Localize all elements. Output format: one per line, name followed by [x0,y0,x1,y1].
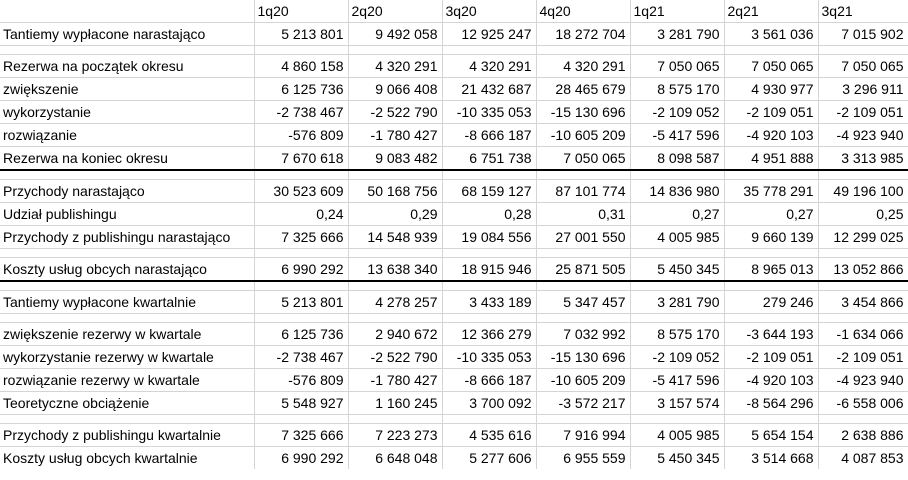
row-label-przychody-narastajaco[interactable]: Przychody narastająco [0,180,254,203]
cell-empty[interactable] [724,415,818,424]
cell-koszty-narastajaco-1q21[interactable]: 5 450 345 [630,258,724,282]
cell-udzial-publishingu-1q20[interactable]: 0,24 [254,203,348,226]
cell-empty[interactable] [536,249,630,258]
row-tantiemy-narastajaco [0,23,908,46]
cell-empty[interactable] [442,249,536,258]
row-label-udzial-publishingu[interactable]: Udział publishingu [0,203,254,226]
cell-koszty-kwartalnie-1q20[interactable]: 6 990 292 [254,447,348,470]
cell-tantiemy-narastajaco-3q21[interactable]: 7 015 902 [818,23,908,46]
cell-przychody-publishing-narastajaco-4q20[interactable]: 27 001 550 [536,226,630,249]
cell-rezerwa-koniec-1q20[interactable]: 7 670 618 [254,147,348,171]
cell-zwiekszenie-1q20[interactable]: 6 125 736 [254,78,348,101]
spacer-row [0,314,908,323]
cell-rezerwa-koniec-4q20[interactable]: 7 050 065 [536,147,630,171]
cell-teoretyczne-obciazenie-1q21[interactable]: 3 157 574 [630,392,724,415]
cell-rezerwa-poczatek-2q21[interactable]: 7 050 065 [724,55,818,78]
row-udzial-publishingu [0,203,908,226]
cell-empty[interactable] [630,281,724,291]
cell-empty[interactable] [724,170,818,180]
cell-przychody-publishing-kwartalnie-1q21[interactable]: 4 005 985 [630,424,724,447]
cell-rezerwa-poczatek-1q21[interactable]: 7 050 065 [630,55,724,78]
row-label-koszty-narastajaco[interactable]: Koszty usług obcych narastająco [0,258,254,282]
cell-rezerwa-koniec-2q20[interactable]: 9 083 482 [348,147,442,171]
cell-przychody-narastajaco-1q20[interactable]: 30 523 609 [254,180,348,203]
cell-rozwiazanie-kwartal-2q21[interactable]: -4 920 103 [724,369,818,392]
cell-zwiekszenie-kwartal-2q21[interactable]: -3 644 193 [724,323,818,346]
cell-rezerwa-koniec-3q20[interactable]: 6 751 738 [442,147,536,171]
cell-wykorzystanie-kwartal-3q20[interactable]: -10 335 053 [442,346,536,369]
cell-empty[interactable] [630,415,724,424]
row-rozwiazanie [0,124,908,147]
cell-rezerwa-koniec-1q21[interactable]: 8 098 587 [630,147,724,171]
row-rezerwa-poczatek [0,55,908,78]
cell-przychody-publishing-narastajaco-1q21[interactable]: 4 005 985 [630,226,724,249]
cell-empty[interactable] [442,46,536,55]
cell-rezerwa-koniec-3q21[interactable]: 3 313 985 [818,147,908,171]
cell-tantiemy-kwartalnie-2q20[interactable]: 4 278 257 [348,291,442,314]
cell-wykorzystanie-2q21[interactable]: -2 109 051 [724,101,818,124]
cell-empty[interactable] [442,415,536,424]
row-koszty-kwartalnie [0,447,908,470]
cell-zwiekszenie-kwartal-2q20[interactable]: 2 940 672 [348,323,442,346]
cell-empty[interactable] [818,170,908,180]
column-header-2q21[interactable]: 2q21 [724,0,818,23]
cell-rozwiazanie-3q20[interactable]: -8 666 187 [442,124,536,147]
cell-teoretyczne-obciazenie-4q20[interactable]: -3 572 217 [536,392,630,415]
row-label-wykorzystanie-kwartal[interactable]: wykorzystanie rezerwy w kwartale [0,346,254,369]
cell-przychody-publishing-narastajaco-2q20[interactable]: 14 548 939 [348,226,442,249]
cell-empty[interactable] [0,249,254,258]
cell-tantiemy-narastajaco-1q20[interactable]: 5 213 801 [254,23,348,46]
cell-empty[interactable] [348,46,442,55]
cell-empty[interactable] [254,314,348,323]
cell-wykorzystanie-kwartal-1q20[interactable]: -2 738 467 [254,346,348,369]
cell-wykorzystanie-kwartal-2q20[interactable]: -2 522 790 [348,346,442,369]
column-header-3q20[interactable]: 3q20 [442,0,536,23]
row-label-rozwiazanie[interactable]: rozwiązanie [0,124,254,147]
cell-empty[interactable] [536,314,630,323]
cell-zwiekszenie-kwartal-4q20[interactable]: 7 032 992 [536,323,630,346]
cell-empty[interactable] [630,170,724,180]
cell-przychody-narastajaco-1q21[interactable]: 14 836 980 [630,180,724,203]
cell-przychody-publishing-kwartalnie-2q21[interactable]: 5 654 154 [724,424,818,447]
cell-rezerwa-poczatek-1q20[interactable]: 4 860 158 [254,55,348,78]
cell-zwiekszenie-2q20[interactable]: 9 066 408 [348,78,442,101]
cell-koszty-narastajaco-3q20[interactable]: 18 915 946 [442,258,536,282]
cell-rozwiazanie-kwartal-1q21[interactable]: -5 417 596 [630,369,724,392]
cell-rezerwa-koniec-2q21[interactable]: 4 951 888 [724,147,818,171]
cell-przychody-publishing-kwartalnie-3q21[interactable]: 2 638 886 [818,424,908,447]
cell-zwiekszenie-4q20[interactable]: 28 465 679 [536,78,630,101]
row-rozwiazanie-kwartal [0,369,908,392]
cell-empty[interactable] [0,170,254,180]
cell-empty[interactable] [442,170,536,180]
cell-empty[interactable] [348,281,442,291]
cell-empty[interactable] [348,170,442,180]
cell-rozwiazanie-1q20[interactable]: -576 809 [254,124,348,147]
row-przychody-narastajaco [0,180,908,203]
cell-empty[interactable] [818,249,908,258]
row-label-rozwiazanie-kwartal[interactable]: rozwiązanie rezerwy w kwartale [0,369,254,392]
cell-przychody-narastajaco-4q20[interactable]: 87 101 774 [536,180,630,203]
cell-tantiemy-narastajaco-1q21[interactable]: 3 281 790 [630,23,724,46]
cell-przychody-publishing-kwartalnie-3q20[interactable]: 4 535 616 [442,424,536,447]
cell-przychody-publishing-kwartalnie-2q20[interactable]: 7 223 273 [348,424,442,447]
cell-rozwiazanie-kwartal-4q20[interactable]: -10 605 209 [536,369,630,392]
cell-empty[interactable] [348,249,442,258]
cell-empty[interactable] [724,46,818,55]
section-divider-row [0,170,908,180]
cell-empty[interactable] [0,281,254,291]
header-row [0,0,908,23]
cell-zwiekszenie-1q21[interactable]: 8 575 170 [630,78,724,101]
cell-rozwiazanie-kwartal-1q20[interactable]: -576 809 [254,369,348,392]
spacer-row [0,46,908,55]
cell-przychody-narastajaco-3q20[interactable]: 68 159 127 [442,180,536,203]
row-rezerwa-koniec [0,147,908,171]
cell-empty[interactable] [818,281,908,291]
cell-tantiemy-narastajaco-3q20[interactable]: 12 925 247 [442,23,536,46]
cell-rozwiazanie-4q20[interactable]: -10 605 209 [536,124,630,147]
cell-teoretyczne-obciazenie-2q21[interactable]: -8 564 296 [724,392,818,415]
cell-wykorzystanie-kwartal-1q21[interactable]: -2 109 052 [630,346,724,369]
cell-empty[interactable] [348,314,442,323]
cell-tantiemy-kwartalnie-1q20[interactable]: 5 213 801 [254,291,348,314]
cell-udzial-publishingu-4q20[interactable]: 0,31 [536,203,630,226]
cell-empty[interactable] [0,0,254,23]
row-label-tantiemy-narastajaco[interactable]: Tantiemy wypłacone narastająco [0,23,254,46]
cell-tantiemy-narastajaco-4q20[interactable]: 18 272 704 [536,23,630,46]
cell-rozwiazanie-2q20[interactable]: -1 780 427 [348,124,442,147]
cell-tantiemy-kwartalnie-3q20[interactable]: 3 433 189 [442,291,536,314]
row-label-przychody-publishing-kwartalnie[interactable]: Przychody z publishingu kwartalnie [0,424,254,447]
cell-empty[interactable] [442,314,536,323]
row-tantiemy-kwartalnie [0,291,908,314]
cell-udzial-publishingu-2q21[interactable]: 0,27 [724,203,818,226]
row-label-koszty-kwartalnie[interactable]: Koszty usług obcych kwartalnie [0,447,254,470]
row-teoretyczne-obciazenie [0,392,908,415]
cell-rezerwa-poczatek-4q20[interactable]: 4 320 291 [536,55,630,78]
row-przychody-publishing-narastajaco [0,226,908,249]
cell-empty[interactable] [818,415,908,424]
cell-zwiekszenie-kwartal-3q20[interactable]: 12 366 279 [442,323,536,346]
cell-przychody-publishing-narastajaco-3q21[interactable]: 12 299 025 [818,226,908,249]
cell-koszty-kwartalnie-3q21[interactable]: 4 087 853 [818,447,908,470]
cell-wykorzystanie-1q21[interactable]: -2 109 052 [630,101,724,124]
cell-zwiekszenie-3q21[interactable]: 3 296 911 [818,78,908,101]
cell-empty[interactable] [630,314,724,323]
cell-wykorzystanie-kwartal-2q21[interactable]: -2 109 051 [724,346,818,369]
cell-tantiemy-kwartalnie-3q21[interactable]: 3 454 866 [818,291,908,314]
cell-empty[interactable] [254,281,348,291]
spacer-row [0,249,908,258]
cell-empty[interactable] [818,46,908,55]
cell-koszty-narastajaco-4q20[interactable]: 25 871 505 [536,258,630,282]
cell-przychody-publishing-narastajaco-2q21[interactable]: 9 660 139 [724,226,818,249]
cell-empty[interactable] [724,314,818,323]
cell-rezerwa-poczatek-3q21[interactable]: 7 050 065 [818,55,908,78]
cell-empty[interactable] [254,415,348,424]
cell-zwiekszenie-kwartal-1q20[interactable]: 6 125 736 [254,323,348,346]
cell-teoretyczne-obciazenie-3q20[interactable]: 3 700 092 [442,392,536,415]
cell-koszty-narastajaco-2q21[interactable]: 8 965 013 [724,258,818,282]
row-wykorzystanie-kwartal [0,346,908,369]
cell-rozwiazanie-2q21[interactable]: -4 920 103 [724,124,818,147]
cell-przychody-narastajaco-2q20[interactable]: 50 168 756 [348,180,442,203]
cell-empty[interactable] [254,46,348,55]
cell-udzial-publishingu-2q20[interactable]: 0,29 [348,203,442,226]
cell-wykorzystanie-2q20[interactable]: -2 522 790 [348,101,442,124]
cell-koszty-narastajaco-3q21[interactable]: 13 052 866 [818,258,908,282]
cell-empty[interactable] [630,249,724,258]
cell-tantiemy-narastajaco-2q20[interactable]: 9 492 058 [348,23,442,46]
cell-przychody-publishing-kwartalnie-4q20[interactable]: 7 916 994 [536,424,630,447]
cell-koszty-kwartalnie-4q20[interactable]: 6 955 559 [536,447,630,470]
cell-empty[interactable] [0,314,254,323]
cell-koszty-narastajaco-2q20[interactable]: 13 638 340 [348,258,442,282]
cell-rozwiazanie-3q21[interactable]: -4 923 940 [818,124,908,147]
cell-zwiekszenie-3q20[interactable]: 21 432 687 [442,78,536,101]
cell-empty[interactable] [0,415,254,424]
row-label-tantiemy-kwartalnie[interactable]: Tantiemy wypłacone kwartalnie [0,291,254,314]
cell-teoretyczne-obciazenie-2q20[interactable]: 1 160 245 [348,392,442,415]
cell-koszty-kwartalnie-2q20[interactable]: 6 648 048 [348,447,442,470]
spacer-row [0,415,908,424]
cell-wykorzystanie-3q21[interactable]: -2 109 051 [818,101,908,124]
cell-rozwiazanie-1q21[interactable]: -5 417 596 [630,124,724,147]
row-label-wykorzystanie[interactable]: wykorzystanie [0,101,254,124]
column-header-4q20[interactable]: 4q20 [536,0,630,23]
cell-tantiemy-kwartalnie-1q21[interactable]: 3 281 790 [630,291,724,314]
column-header-2q20[interactable]: 2q20 [348,0,442,23]
cell-koszty-kwartalnie-3q20[interactable]: 5 277 606 [442,447,536,470]
row-zwiekszenie [0,78,908,101]
cell-udzial-publishingu-3q21[interactable]: 0,25 [818,203,908,226]
row-label-przychody-publishing-narastajaco[interactable]: Przychody z publishingu narastająco [0,226,254,249]
cell-przychody-narastajaco-2q21[interactable]: 35 778 291 [724,180,818,203]
row-przychody-publishing-kwartalnie [0,424,908,447]
cell-tantiemy-narastajaco-2q21[interactable]: 3 561 036 [724,23,818,46]
row-wykorzystanie [0,101,908,124]
cell-udzial-publishingu-3q20[interactable]: 0,28 [442,203,536,226]
row-zwiekszenie-kwartal [0,323,908,346]
cell-empty[interactable] [536,170,630,180]
cell-udzial-publishingu-1q21[interactable]: 0,27 [630,203,724,226]
cell-tantiemy-kwartalnie-4q20[interactable]: 5 347 457 [536,291,630,314]
row-label-rezerwa-poczatek[interactable]: Rezerwa na początek okresu [0,55,254,78]
cell-empty[interactable] [724,281,818,291]
row-koszty-narastajaco [0,258,908,282]
cell-rozwiazanie-kwartal-3q21[interactable]: -4 923 940 [818,369,908,392]
cell-rezerwa-poczatek-3q20[interactable]: 4 320 291 [442,55,536,78]
cell-przychody-publishing-narastajaco-3q20[interactable]: 19 084 556 [442,226,536,249]
cell-zwiekszenie-kwartal-3q21[interactable]: -1 634 066 [818,323,908,346]
cell-rozwiazanie-kwartal-2q20[interactable]: -1 780 427 [348,369,442,392]
column-header-1q20[interactable]: 1q20 [254,0,348,23]
cell-wykorzystanie-kwartal-3q21[interactable]: -2 109 051 [818,346,908,369]
cell-rezerwa-poczatek-2q20[interactable]: 4 320 291 [348,55,442,78]
row-label-zwiekszenie-kwartal[interactable]: zwiększenie rezerwy w kwartale [0,323,254,346]
cell-teoretyczne-obciazenie-1q20[interactable]: 5 548 927 [254,392,348,415]
column-header-1q21[interactable]: 1q21 [630,0,724,23]
cell-wykorzystanie-4q20[interactable]: -15 130 696 [536,101,630,124]
cell-rozwiazanie-kwartal-3q20[interactable]: -8 666 187 [442,369,536,392]
section-divider-row [0,281,908,291]
cell-empty[interactable] [536,415,630,424]
cell-empty[interactable] [442,281,536,291]
cell-wykorzystanie-3q20[interactable]: -10 335 053 [442,101,536,124]
cell-empty[interactable] [348,415,442,424]
cell-empty[interactable] [818,314,908,323]
cell-empty[interactable] [536,46,630,55]
cell-koszty-narastajaco-1q20[interactable]: 6 990 292 [254,258,348,282]
cell-przychody-publishing-narastajaco-1q20[interactable]: 7 325 666 [254,226,348,249]
row-label-zwiekszenie[interactable]: zwiększenie [0,78,254,101]
cell-tantiemy-kwartalnie-2q21[interactable]: 279 246 [724,291,818,314]
row-label-teoretyczne-obciazenie[interactable]: Teoretyczne obciążenie [0,392,254,415]
column-header-3q21[interactable]: 3q21 [818,0,908,23]
cell-empty[interactable] [254,249,348,258]
cell-koszty-kwartalnie-2q21[interactable]: 3 514 668 [724,447,818,470]
cell-empty[interactable] [536,281,630,291]
cell-wykorzystanie-1q20[interactable]: -2 738 467 [254,101,348,124]
cell-empty[interactable] [0,46,254,55]
cell-empty[interactable] [724,249,818,258]
cell-zwiekszenie-kwartal-1q21[interactable]: 8 575 170 [630,323,724,346]
cell-przychody-publishing-kwartalnie-1q20[interactable]: 7 325 666 [254,424,348,447]
cell-wykorzystanie-kwartal-4q20[interactable]: -15 130 696 [536,346,630,369]
cell-zwiekszenie-2q21[interactable]: 4 930 977 [724,78,818,101]
cell-koszty-kwartalnie-1q21[interactable]: 5 450 345 [630,447,724,470]
cell-empty[interactable] [254,170,348,180]
row-label-rezerwa-koniec[interactable]: Rezerwa na koniec okresu [0,147,254,171]
cell-empty[interactable] [630,46,724,55]
cell-teoretyczne-obciazenie-3q21[interactable]: -6 558 006 [818,392,908,415]
cell-przychody-narastajaco-3q21[interactable]: 49 196 100 [818,180,908,203]
